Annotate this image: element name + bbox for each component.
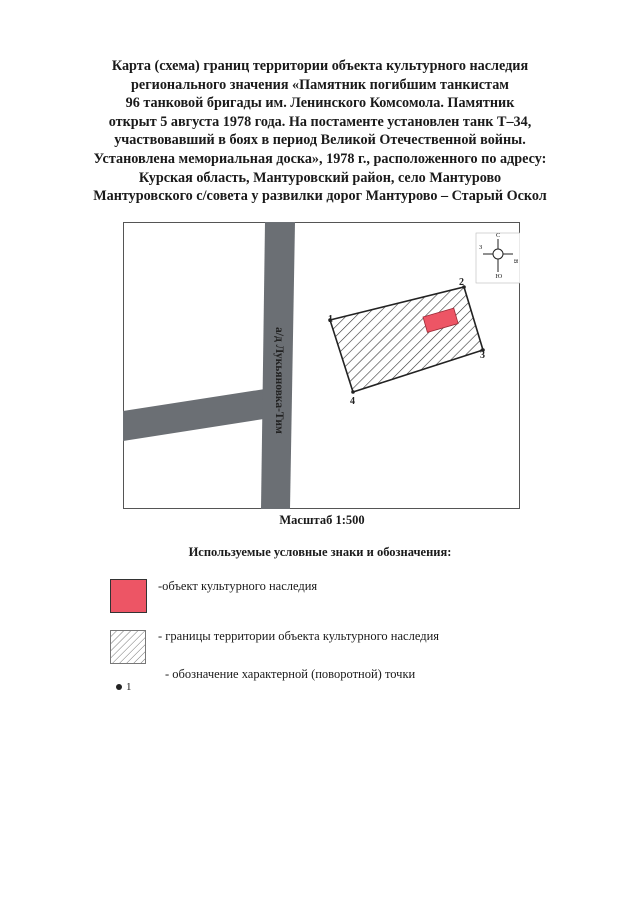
- corner-point-dot: [351, 390, 355, 394]
- legend-object-label: -объект культурного наследия: [158, 579, 318, 593]
- map-title: [60, 57, 580, 206]
- compass-north-label: С: [496, 232, 501, 239]
- title-line: Установлена мемориальная доска», 1978 г., расположенного по адресу:: [93, 150, 547, 167]
- point-marker-dot: [116, 684, 122, 690]
- legend-boundary-label: - границы территории объекта культурного наследия: [158, 629, 440, 643]
- compass-east-label: В: [512, 259, 519, 264]
- map-scale: Масштаб 1:500: [279, 513, 365, 527]
- point-marker-number: 1: [126, 681, 132, 693]
- title-line: регионального значения «Памятник погибшим танкистам: [131, 76, 509, 93]
- compass-west-label: З: [479, 244, 483, 251]
- legend-point-label: - обозначение характерной (поворотной) точки: [165, 667, 416, 681]
- compass-south-label: Ю: [495, 273, 503, 280]
- legend-title: Используемые условные знаки и обозначения:: [188, 545, 452, 559]
- title-line: 96 танковой бригады им. Ленинского Комсомола. Памятник: [125, 95, 515, 112]
- legend-point-marker: [116, 681, 132, 693]
- title-line: открыт 5 августа 1978 года. На постаменте установлен танк Т–34,: [108, 113, 532, 130]
- compass-rose: [476, 232, 520, 283]
- corner-point-label: 3: [480, 350, 485, 361]
- corner-point-label: 2: [459, 277, 464, 288]
- legend-boundary-rect: [111, 631, 146, 664]
- legend-object-swatch: [110, 579, 147, 613]
- map-frame: [124, 223, 520, 509]
- legend-boundary-swatch: [110, 630, 146, 664]
- site-map: [123, 222, 520, 509]
- road-label: а/д Лукьяновка-Тим: [273, 327, 285, 434]
- title-line: Курская область, Мантуровский район, село Мантурово: [138, 169, 502, 186]
- corner-point-label: 1: [328, 314, 333, 325]
- corner-point-label: 4: [350, 396, 355, 407]
- title-line: участвовавший в боях в период Великой Отечественной войны.: [114, 132, 526, 149]
- compass-center: [493, 249, 503, 259]
- title-line: Мантуровского с/совета у развилки дорог Мантурово – Старый Оскол: [93, 188, 547, 205]
- title-line: Карта (схема) границ территории объекта культурного наследия: [111, 58, 529, 74]
